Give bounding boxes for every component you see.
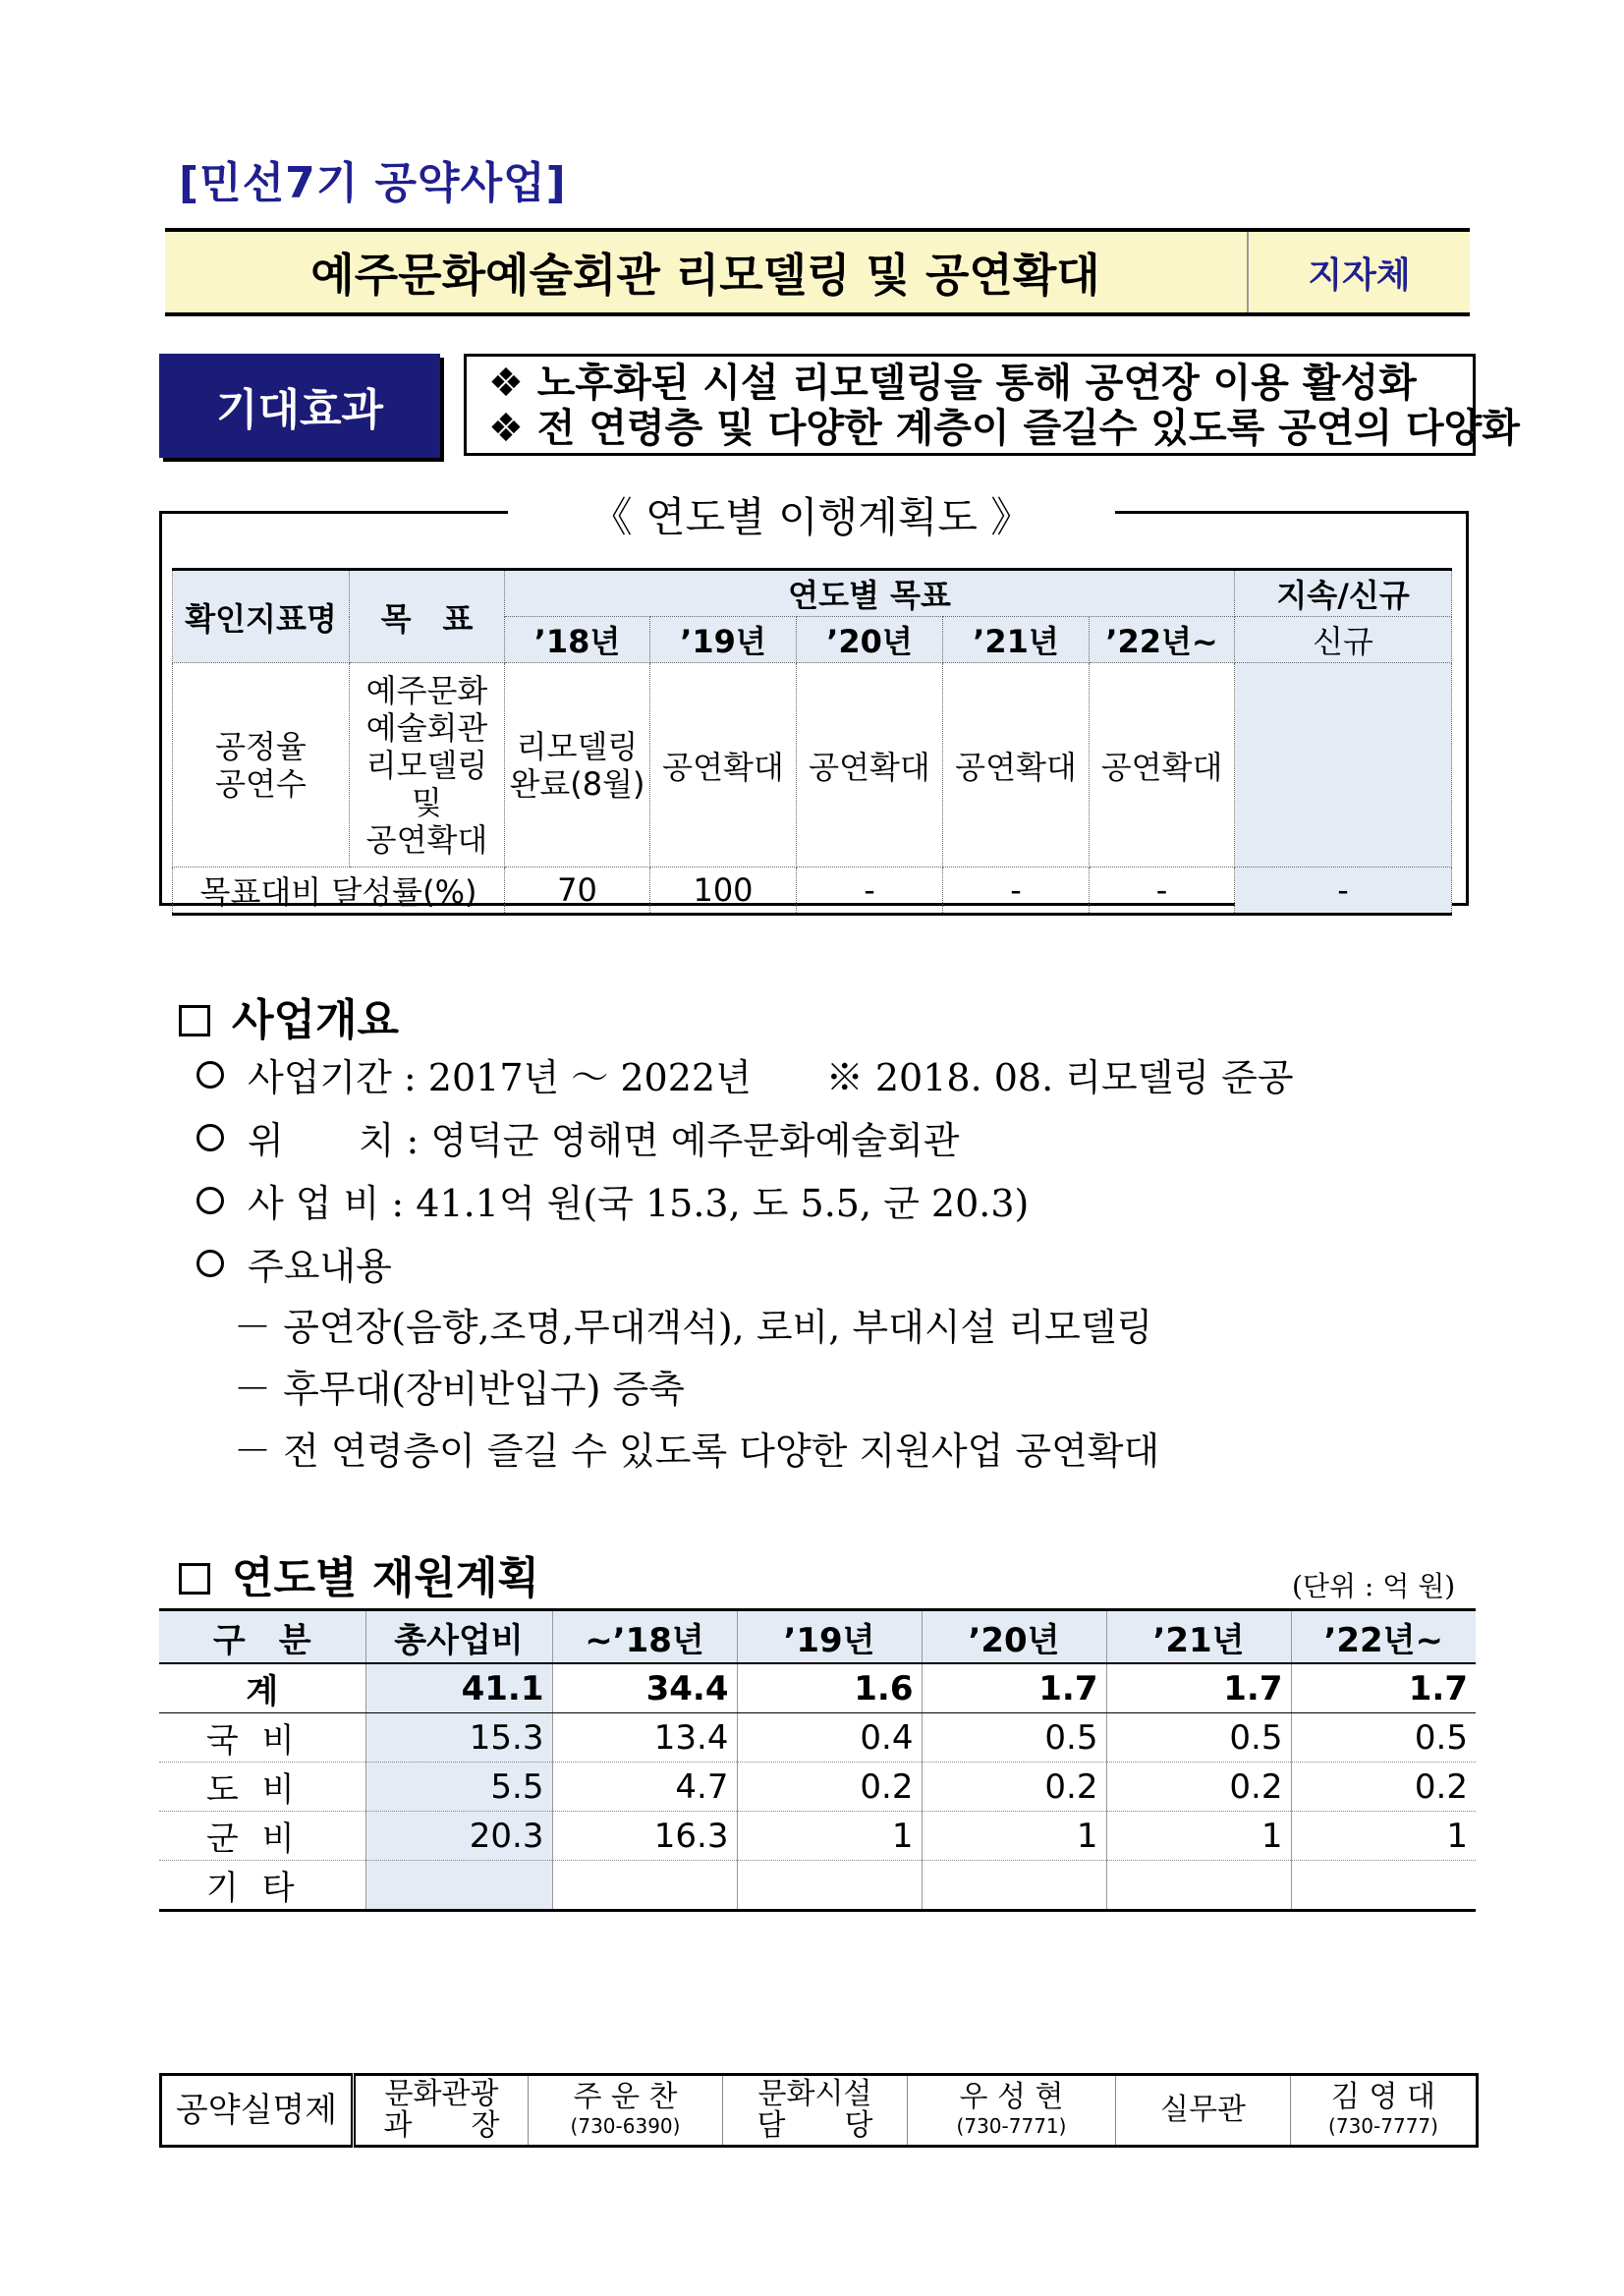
year-header: ’19년 [650, 617, 797, 663]
goal-line: 및 [412, 783, 442, 821]
table-row [159, 1861, 1476, 1911]
indicator-cell [173, 663, 350, 868]
overview-sub-item: － 후무대(장비반입구) 증축 [234, 1368, 685, 1411]
plan-frame-top-right [1115, 511, 1469, 514]
col-header: 구 분 [159, 1610, 365, 1664]
circle-bullet-icon [196, 1124, 224, 1151]
cell-value [1106, 1861, 1291, 1911]
overview-heading-text: 사업개요 [232, 995, 400, 1045]
pledge-cell [1116, 2075, 1291, 2147]
cell-value: 16.3 [552, 1812, 737, 1861]
plan-table [172, 568, 1452, 916]
achievement-value: - [943, 868, 1090, 915]
finance-heading [179, 1542, 539, 1605]
header-goal: 목 표 [350, 570, 505, 663]
cell-value: 0.5 [922, 1713, 1106, 1763]
indicator-line: 공정율 [215, 727, 307, 765]
pledge-label: 공약실명제 [161, 2075, 354, 2147]
goal-line: 예술회관 [365, 708, 488, 747]
cell-value: 0.2 [1106, 1763, 1291, 1812]
cell-value: 13.4 [552, 1713, 737, 1763]
table-row [159, 1763, 1476, 1812]
year-cell-line: 공연확대 [662, 748, 784, 786]
cell-value: 34.4 [552, 1663, 737, 1713]
cell-value: 1 [1106, 1812, 1291, 1861]
plan-title: 《 연도별 이행계획도 》 [590, 493, 1033, 541]
cell-value: 1 [922, 1812, 1106, 1861]
col-header: ’20년 [922, 1610, 1106, 1664]
cell-value: 1.6 [737, 1663, 922, 1713]
year-cell [797, 663, 943, 868]
table-row [159, 1663, 1476, 1713]
achievement-value: - [1235, 868, 1452, 915]
goal-cell [350, 663, 505, 868]
cell-value: 1 [1291, 1812, 1476, 1861]
overview-item [196, 1173, 1029, 1227]
overview-heading [179, 984, 399, 1047]
cell-value: 20.3 [365, 1812, 552, 1861]
year-cell [943, 663, 1090, 868]
overview-item [196, 1236, 392, 1290]
overview-item-text: 사업기간 : 2017년 ～ 2022년 ※ 2018. 08. 리모델링 준공 [248, 1056, 1294, 1099]
achievement-value: - [1090, 868, 1235, 915]
year-cell [505, 663, 650, 868]
overview-sub-item: － 공연장(음향,조명,무대객석), 로비, 부대시설 리모델링 [234, 1306, 1153, 1349]
cell-value: 0.2 [922, 1763, 1106, 1812]
indicator-line: 공연수 [215, 764, 307, 803]
pledge-cell-top: 문화시설 [757, 2077, 872, 2111]
header-indicator: 확인지표명 [173, 570, 350, 663]
cell-value [365, 1861, 552, 1911]
achievement-label: 목표대비 달성률(%) [173, 868, 505, 915]
year-cell [1090, 663, 1235, 868]
plan-frame-top-left [159, 511, 508, 514]
finance-table [159, 1608, 1476, 1912]
circle-bullet-icon [196, 1061, 224, 1089]
pledge-cell-bottom: 담 당 [756, 2108, 873, 2143]
cell-value: 0.4 [737, 1713, 922, 1763]
header-yearly-goal: 연도별 목표 [505, 570, 1235, 617]
pledge-table [159, 2073, 1479, 2148]
cell-value [737, 1861, 922, 1911]
goal-line: 리모델링 [365, 746, 488, 784]
pledge-cell [529, 2075, 723, 2147]
table-row [159, 1713, 1476, 1763]
achievement-value: 100 [650, 868, 797, 915]
circle-bullet-icon [196, 1187, 224, 1214]
pledge-cell-top: 김 영 대 [1330, 2080, 1435, 2114]
goal-line: 예주문화 [365, 671, 488, 709]
owner-label: 지자체 [1308, 254, 1411, 296]
continuity-value: 신규 [1235, 617, 1452, 663]
cell-value: 0.2 [737, 1763, 922, 1812]
overview-item-text: 위 치 : 영덕군 영해면 예주문화예술회관 [248, 1119, 960, 1162]
checkbox-square-icon [179, 1005, 210, 1036]
year-cell [650, 663, 797, 868]
cell-value: 0.5 [1291, 1713, 1476, 1763]
cell-value: 1.7 [1291, 1663, 1476, 1713]
pledge-cell [354, 2075, 529, 2147]
cell-value [922, 1861, 1106, 1911]
finance-header-row [159, 1610, 1476, 1664]
row-label: 도비 [159, 1763, 365, 1812]
year-cell-line: 공연확대 [1100, 748, 1223, 786]
pledge-cell-bottom: (730-7777) [1328, 2114, 1438, 2138]
cell-value: 1 [737, 1812, 922, 1861]
cell-value: 1.7 [1106, 1663, 1291, 1713]
section-tag: [민선7기 공약사업] [179, 158, 567, 208]
header-continuity: 지속/신규 [1235, 570, 1452, 617]
row-label: 계 [159, 1663, 365, 1713]
col-header: ’19년 [737, 1610, 922, 1664]
goal-line: 공연확대 [365, 820, 488, 859]
pledge-cell-top: 실무관 [1160, 2093, 1246, 2127]
overview-item-text: 사 업 비 : 41.1억 원(국 15.3, 도 5.5, 군 20.3) [248, 1182, 1030, 1225]
row-label: 국비 [159, 1713, 365, 1763]
row-label: 기타 [159, 1861, 365, 1911]
finance-unit: (단위 : 억 원) [1292, 1570, 1456, 1602]
pledge-cell [908, 2075, 1116, 2147]
cell-value: 4.7 [552, 1763, 737, 1812]
pledge-cell-bottom: 과 장 [383, 2108, 500, 2143]
year-cell-line: 공연확대 [955, 748, 1077, 786]
cell-value: 5.5 [365, 1763, 552, 1812]
col-header: 총사업비 [365, 1610, 552, 1664]
col-header: ’21년 [1106, 1610, 1291, 1664]
cell-value: 0.2 [1291, 1763, 1476, 1812]
year-cell-line: 완료(8월) [509, 764, 645, 803]
cell-value [552, 1861, 737, 1911]
pledge-cell-top: 우 성 현 [959, 2080, 1064, 2114]
year-header: ’18년 [505, 617, 650, 663]
col-header: ~’18년 [552, 1610, 737, 1664]
table-row [159, 1812, 1476, 1861]
effect-line: ❖ 전 연령층 및 다양한 계층이 즐길수 있도록 공연의 다양화 [488, 406, 1520, 451]
continuity-cell [1235, 663, 1452, 868]
overview-item-text: 주요내용 [248, 1245, 392, 1288]
overview-sub-item: － 전 연령층이 즐길 수 있도록 다양한 지원사업 공연확대 [234, 1429, 1160, 1473]
year-cell-line: 리모델링 [516, 727, 639, 765]
pledge-cell-bottom: (730-7771) [956, 2114, 1067, 2138]
col-header: ’22년~ [1291, 1610, 1476, 1664]
pledge-cell [1291, 2075, 1478, 2147]
effect-line: ❖ 노후화된 시설 리모델링을 통해 공연장 이용 활성화 [488, 361, 1417, 406]
finance-heading-text: 연도별 재원계획 [232, 1553, 539, 1603]
pledge-cell-bottom: (730-6390) [570, 2114, 681, 2138]
pledge-cell-top: 주 운 찬 [573, 2080, 678, 2114]
year-header: ’20년 [797, 617, 943, 663]
title-bar [165, 228, 1470, 316]
pledge-cell-top: 문화관광 [384, 2077, 499, 2111]
year-cell-line: 공연확대 [809, 748, 930, 786]
achievement-value: - [797, 868, 943, 915]
effect-box [464, 354, 1520, 456]
year-header: ’21년 [943, 617, 1090, 663]
overview-item [196, 1110, 959, 1164]
cell-value: 1.7 [922, 1663, 1106, 1713]
row-label: 군비 [159, 1812, 365, 1861]
checkbox-square-icon [179, 1563, 210, 1595]
cell-value [1291, 1861, 1476, 1911]
cell-value: 15.3 [365, 1713, 552, 1763]
cell-value: 0.5 [1106, 1713, 1291, 1763]
circle-bullet-icon [196, 1250, 224, 1277]
year-header: ’22년~ [1090, 617, 1235, 663]
pledge-cell [723, 2075, 908, 2147]
achievement-value: 70 [505, 868, 650, 915]
cell-value: 41.1 [365, 1663, 552, 1713]
overview-item [196, 1047, 1294, 1101]
page-title: 예주문화예술회관 리모델링 및 공연확대 [310, 249, 1100, 302]
effect-label: 기대효과 [159, 354, 440, 458]
